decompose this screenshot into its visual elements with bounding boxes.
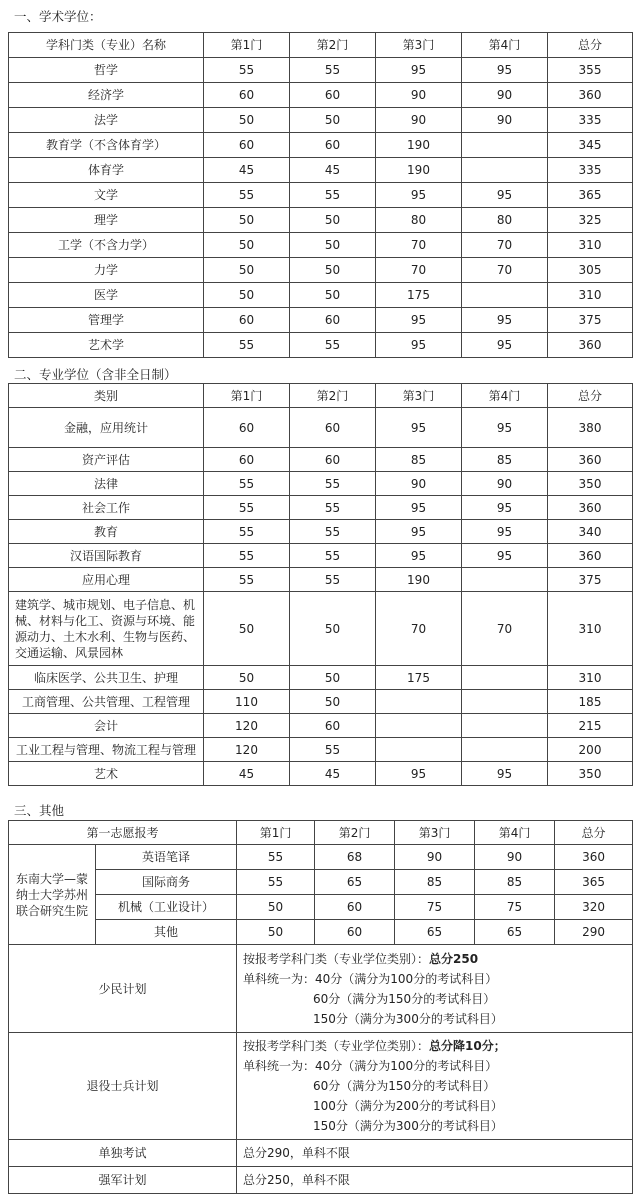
cell: 360 xyxy=(548,496,633,520)
cell: 55 xyxy=(290,183,376,208)
cell: 85 xyxy=(462,448,548,472)
cell: 95 xyxy=(376,333,462,358)
header-cell: 第2门 xyxy=(315,821,395,845)
header-cell: 第3门 xyxy=(395,821,475,845)
row-name: 艺术 xyxy=(9,762,204,786)
table-row xyxy=(9,845,633,870)
section2-title: 二、专业学位（含非全日制） xyxy=(14,367,177,382)
cell: 55 xyxy=(204,520,290,544)
row-name: 其他 xyxy=(96,920,237,945)
table-row xyxy=(9,544,633,568)
cell: 60 xyxy=(204,133,290,158)
cell: 70 xyxy=(376,592,462,666)
section3-title: 三、其他 xyxy=(14,803,65,818)
row-name: 建筑学、城市规划、电子信息、机械、材料与化工、资源与环境、能源动力、土木水利、生物与医药、交通运输、风景园林 xyxy=(9,592,204,666)
cell: 335 xyxy=(548,108,633,133)
qiangjun-row xyxy=(9,1167,633,1194)
cell: 65 xyxy=(315,870,395,895)
cell: 60 xyxy=(204,408,290,448)
header-cell: 第4门 xyxy=(462,33,548,58)
cell: 75 xyxy=(395,895,475,920)
cell: 95 xyxy=(376,544,462,568)
cell: 350 xyxy=(548,472,633,496)
table-row xyxy=(9,208,633,233)
cell: 190 xyxy=(376,568,462,592)
cell: 90 xyxy=(462,108,548,133)
header-cell: 总分 xyxy=(548,33,633,58)
cell: 90 xyxy=(462,472,548,496)
tuiyi-line1: 按报考学科门类（专业学位类别）： xyxy=(243,1039,430,1053)
cell: 50 xyxy=(290,258,376,283)
row-name: 教育学（不含体育学） xyxy=(9,133,204,158)
cell: 60 xyxy=(315,920,395,945)
cell: 45 xyxy=(290,762,376,786)
row-name: 资产评估 xyxy=(9,448,204,472)
table-row xyxy=(9,308,633,333)
qiangjun-text: 总分250，单科不限 xyxy=(237,1167,633,1194)
cell: 375 xyxy=(548,568,633,592)
cell: 50 xyxy=(290,108,376,133)
cell: 70 xyxy=(376,233,462,258)
table-row xyxy=(9,108,633,133)
cell: 365 xyxy=(555,870,633,895)
shaomin-line3: 60分（满分为150分的考试科目） xyxy=(313,991,496,1006)
cell: 75 xyxy=(475,895,555,920)
cell: 70 xyxy=(462,592,548,666)
cell: 95 xyxy=(462,58,548,83)
cell: 45 xyxy=(204,158,290,183)
header-cell: 第2门 xyxy=(290,384,376,408)
cell: 95 xyxy=(376,183,462,208)
cell: 85 xyxy=(475,870,555,895)
row-name: 社会工作 xyxy=(9,496,204,520)
cell: 90 xyxy=(376,83,462,108)
cell: 50 xyxy=(290,666,376,690)
cell: 95 xyxy=(376,520,462,544)
cell: 50 xyxy=(204,592,290,666)
table-row xyxy=(9,568,633,592)
cell: 360 xyxy=(555,845,633,870)
table-row xyxy=(9,520,633,544)
header-cell: 第1门 xyxy=(237,821,315,845)
cell xyxy=(376,714,462,738)
header-cell: 第4门 xyxy=(475,821,555,845)
cell: 50 xyxy=(290,233,376,258)
cell: 50 xyxy=(290,592,376,666)
section1-title: 一、学术学位： xyxy=(14,9,102,24)
cell: 55 xyxy=(204,568,290,592)
table-row xyxy=(9,448,633,472)
cell: 70 xyxy=(462,258,548,283)
cell: 50 xyxy=(290,208,376,233)
shaomin-line1-bold: 总分250 xyxy=(429,951,479,966)
dandu-text: 总分290，单科不限 xyxy=(237,1140,633,1167)
cell: 55 xyxy=(290,472,376,496)
cell: 55 xyxy=(204,472,290,496)
row-name: 艺术学 xyxy=(9,333,204,358)
cell: 290 xyxy=(555,920,633,945)
row-name: 会计 xyxy=(9,714,204,738)
cell xyxy=(376,690,462,714)
cell: 95 xyxy=(462,762,548,786)
cell xyxy=(462,133,548,158)
cell: 55 xyxy=(204,496,290,520)
cell: 190 xyxy=(376,158,462,183)
cell: 320 xyxy=(555,895,633,920)
cell: 360 xyxy=(548,544,633,568)
row-name: 工学（不含力学） xyxy=(9,233,204,258)
cell: 50 xyxy=(204,258,290,283)
cell: 50 xyxy=(290,690,376,714)
tuiyi-rules xyxy=(237,1033,633,1140)
table-row xyxy=(9,258,633,283)
table-row xyxy=(9,920,633,945)
header-cell: 第一志愿报考 xyxy=(9,821,237,845)
cell: 55 xyxy=(204,544,290,568)
cell: 80 xyxy=(376,208,462,233)
cell: 310 xyxy=(548,666,633,690)
cell: 95 xyxy=(462,183,548,208)
cell: 50 xyxy=(204,283,290,308)
header-cell: 第1门 xyxy=(204,384,290,408)
cell: 95 xyxy=(462,520,548,544)
cell: 345 xyxy=(548,133,633,158)
other-table xyxy=(8,820,633,1194)
tuiyi-line2: 单科统一为：40分（满分为100分的考试科目） xyxy=(243,1059,498,1073)
table-row xyxy=(9,714,633,738)
table-row xyxy=(9,666,633,690)
cell: 110 xyxy=(204,690,290,714)
cell: 60 xyxy=(204,308,290,333)
shaomin-line4: 150分（满分为300分的考试科目） xyxy=(313,1011,503,1026)
cell: 60 xyxy=(290,408,376,448)
cell: 335 xyxy=(548,158,633,183)
table-row xyxy=(9,233,633,258)
row-name: 机械（工业设计） xyxy=(96,895,237,920)
cell: 55 xyxy=(204,333,290,358)
cell: 55 xyxy=(237,870,315,895)
row-name: 国际商务 xyxy=(96,870,237,895)
cell: 95 xyxy=(462,496,548,520)
cell xyxy=(462,738,548,762)
academic-degree-table xyxy=(8,32,633,358)
table-row xyxy=(9,83,633,108)
cell: 200 xyxy=(548,738,633,762)
table-row xyxy=(9,592,633,666)
row-name: 临床医学、公共卫生、护理 xyxy=(9,666,204,690)
cell: 70 xyxy=(462,233,548,258)
cell: 95 xyxy=(376,762,462,786)
cell: 90 xyxy=(376,472,462,496)
tuiyi-label: 退役士兵计划 xyxy=(9,1033,237,1140)
header-cell: 类别 xyxy=(9,384,204,408)
shaomin-line2: 单科统一为：40分（满分为100分的考试科目） xyxy=(243,971,498,986)
row-name: 经济学 xyxy=(9,83,204,108)
cell: 90 xyxy=(475,845,555,870)
row-name: 工商管理、公共管理、工程管理 xyxy=(9,690,204,714)
row-name: 工业工程与管理、物流工程与管理 xyxy=(9,738,204,762)
cell: 325 xyxy=(548,208,633,233)
row-name: 哲学 xyxy=(9,58,204,83)
cell: 55 xyxy=(290,520,376,544)
cell: 50 xyxy=(204,233,290,258)
table-row xyxy=(9,762,633,786)
cell: 215 xyxy=(548,714,633,738)
header-cell: 第4门 xyxy=(462,384,548,408)
tuiyi-line5: 150分（满分为300分的考试科目） xyxy=(313,1119,503,1133)
joint-school-name: 东南大学—蒙纳士大学苏州联合研究生院 xyxy=(9,845,96,945)
header-cell: 第1门 xyxy=(204,33,290,58)
cell: 50 xyxy=(204,666,290,690)
tuiyi-line4: 100分（满分为200分的考试科目） xyxy=(313,1099,503,1113)
professional-degree-table xyxy=(8,383,633,786)
cell: 60 xyxy=(290,714,376,738)
table-header-row xyxy=(9,821,633,845)
cell: 50 xyxy=(237,895,315,920)
cell: 70 xyxy=(376,258,462,283)
tuiyi-row xyxy=(9,1033,633,1140)
cell: 50 xyxy=(204,108,290,133)
tuiyi-line1-bold: 总分降10分； xyxy=(429,1039,506,1053)
header-cell: 第3门 xyxy=(376,384,462,408)
row-name: 应用心理 xyxy=(9,568,204,592)
table-row xyxy=(9,895,633,920)
cell: 310 xyxy=(548,283,633,308)
table-row xyxy=(9,870,633,895)
row-name: 金融，应用统计 xyxy=(9,408,204,448)
cell: 340 xyxy=(548,520,633,544)
cell: 85 xyxy=(376,448,462,472)
table-row xyxy=(9,333,633,358)
cell xyxy=(462,666,548,690)
cell: 95 xyxy=(462,308,548,333)
cell: 80 xyxy=(462,208,548,233)
cell xyxy=(462,283,548,308)
cell xyxy=(462,158,548,183)
cell: 310 xyxy=(548,592,633,666)
header-cell: 第2门 xyxy=(290,33,376,58)
cell: 55 xyxy=(290,58,376,83)
dandu-label: 单独考试 xyxy=(9,1140,237,1167)
cell: 65 xyxy=(475,920,555,945)
cell: 55 xyxy=(290,738,376,762)
cell: 365 xyxy=(548,183,633,208)
row-name: 汉语国际教育 xyxy=(9,544,204,568)
cell xyxy=(462,714,548,738)
cell: 50 xyxy=(204,208,290,233)
cell: 55 xyxy=(204,58,290,83)
cell: 380 xyxy=(548,408,633,448)
shaomin-line1: 按报考学科门类（专业学位类别）： xyxy=(243,951,430,966)
cell: 60 xyxy=(290,133,376,158)
table-row xyxy=(9,158,633,183)
cell: 120 xyxy=(204,714,290,738)
row-name: 管理学 xyxy=(9,308,204,333)
cell: 60 xyxy=(204,448,290,472)
cell: 50 xyxy=(290,283,376,308)
header-cell: 学科门类（专业）名称 xyxy=(9,33,204,58)
cell: 305 xyxy=(548,258,633,283)
table-row xyxy=(9,408,633,448)
table-row xyxy=(9,58,633,83)
table-row xyxy=(9,183,633,208)
cell: 355 xyxy=(548,58,633,83)
header-cell: 总分 xyxy=(555,821,633,845)
dandu-row xyxy=(9,1140,633,1167)
cell: 60 xyxy=(204,83,290,108)
cell: 90 xyxy=(395,845,475,870)
cell: 310 xyxy=(548,233,633,258)
row-name: 力学 xyxy=(9,258,204,283)
table-row xyxy=(9,738,633,762)
cell: 90 xyxy=(376,108,462,133)
tuiyi-line3: 60分（满分为150分的考试科目） xyxy=(313,1079,496,1093)
cell: 55 xyxy=(290,496,376,520)
cell: 55 xyxy=(290,568,376,592)
row-name: 法律 xyxy=(9,472,204,496)
table-row xyxy=(9,690,633,714)
cell: 45 xyxy=(204,762,290,786)
row-name: 英语笔译 xyxy=(96,845,237,870)
cell: 95 xyxy=(462,333,548,358)
cell xyxy=(462,568,548,592)
cell xyxy=(376,738,462,762)
shaomin-label: 少民计划 xyxy=(9,945,237,1033)
cell: 60 xyxy=(290,83,376,108)
cell: 95 xyxy=(462,408,548,448)
cell: 95 xyxy=(462,544,548,568)
table-row xyxy=(9,496,633,520)
row-name: 体育学 xyxy=(9,158,204,183)
table-header-row xyxy=(9,33,633,58)
cell: 360 xyxy=(548,83,633,108)
row-name: 教育 xyxy=(9,520,204,544)
cell: 95 xyxy=(376,308,462,333)
qiangjun-label: 强军计划 xyxy=(9,1167,237,1194)
cell: 95 xyxy=(376,496,462,520)
cell: 85 xyxy=(395,870,475,895)
cell: 360 xyxy=(548,448,633,472)
table-row xyxy=(9,472,633,496)
cell: 95 xyxy=(376,408,462,448)
cell: 350 xyxy=(548,762,633,786)
cell: 175 xyxy=(376,283,462,308)
cell xyxy=(462,690,548,714)
table-header-row xyxy=(9,384,633,408)
row-name: 理学 xyxy=(9,208,204,233)
cell: 60 xyxy=(290,308,376,333)
cell: 50 xyxy=(237,920,315,945)
cell: 185 xyxy=(548,690,633,714)
cell: 375 xyxy=(548,308,633,333)
header-cell: 第3门 xyxy=(376,33,462,58)
cell: 175 xyxy=(376,666,462,690)
cell: 60 xyxy=(315,895,395,920)
header-cell: 总分 xyxy=(548,384,633,408)
table-row xyxy=(9,133,633,158)
cell: 190 xyxy=(376,133,462,158)
cell: 45 xyxy=(290,158,376,183)
cell: 360 xyxy=(548,333,633,358)
cell: 55 xyxy=(204,183,290,208)
cell: 65 xyxy=(395,920,475,945)
cell: 95 xyxy=(376,58,462,83)
shaomin-row xyxy=(9,945,633,1033)
cell: 90 xyxy=(462,83,548,108)
shaomin-rules xyxy=(237,945,633,1033)
row-name: 医学 xyxy=(9,283,204,308)
cell: 55 xyxy=(290,544,376,568)
row-name: 法学 xyxy=(9,108,204,133)
table-row xyxy=(9,283,633,308)
cell: 120 xyxy=(204,738,290,762)
cell: 68 xyxy=(315,845,395,870)
cell: 55 xyxy=(290,333,376,358)
cell: 60 xyxy=(290,448,376,472)
row-name: 文学 xyxy=(9,183,204,208)
cell: 55 xyxy=(237,845,315,870)
